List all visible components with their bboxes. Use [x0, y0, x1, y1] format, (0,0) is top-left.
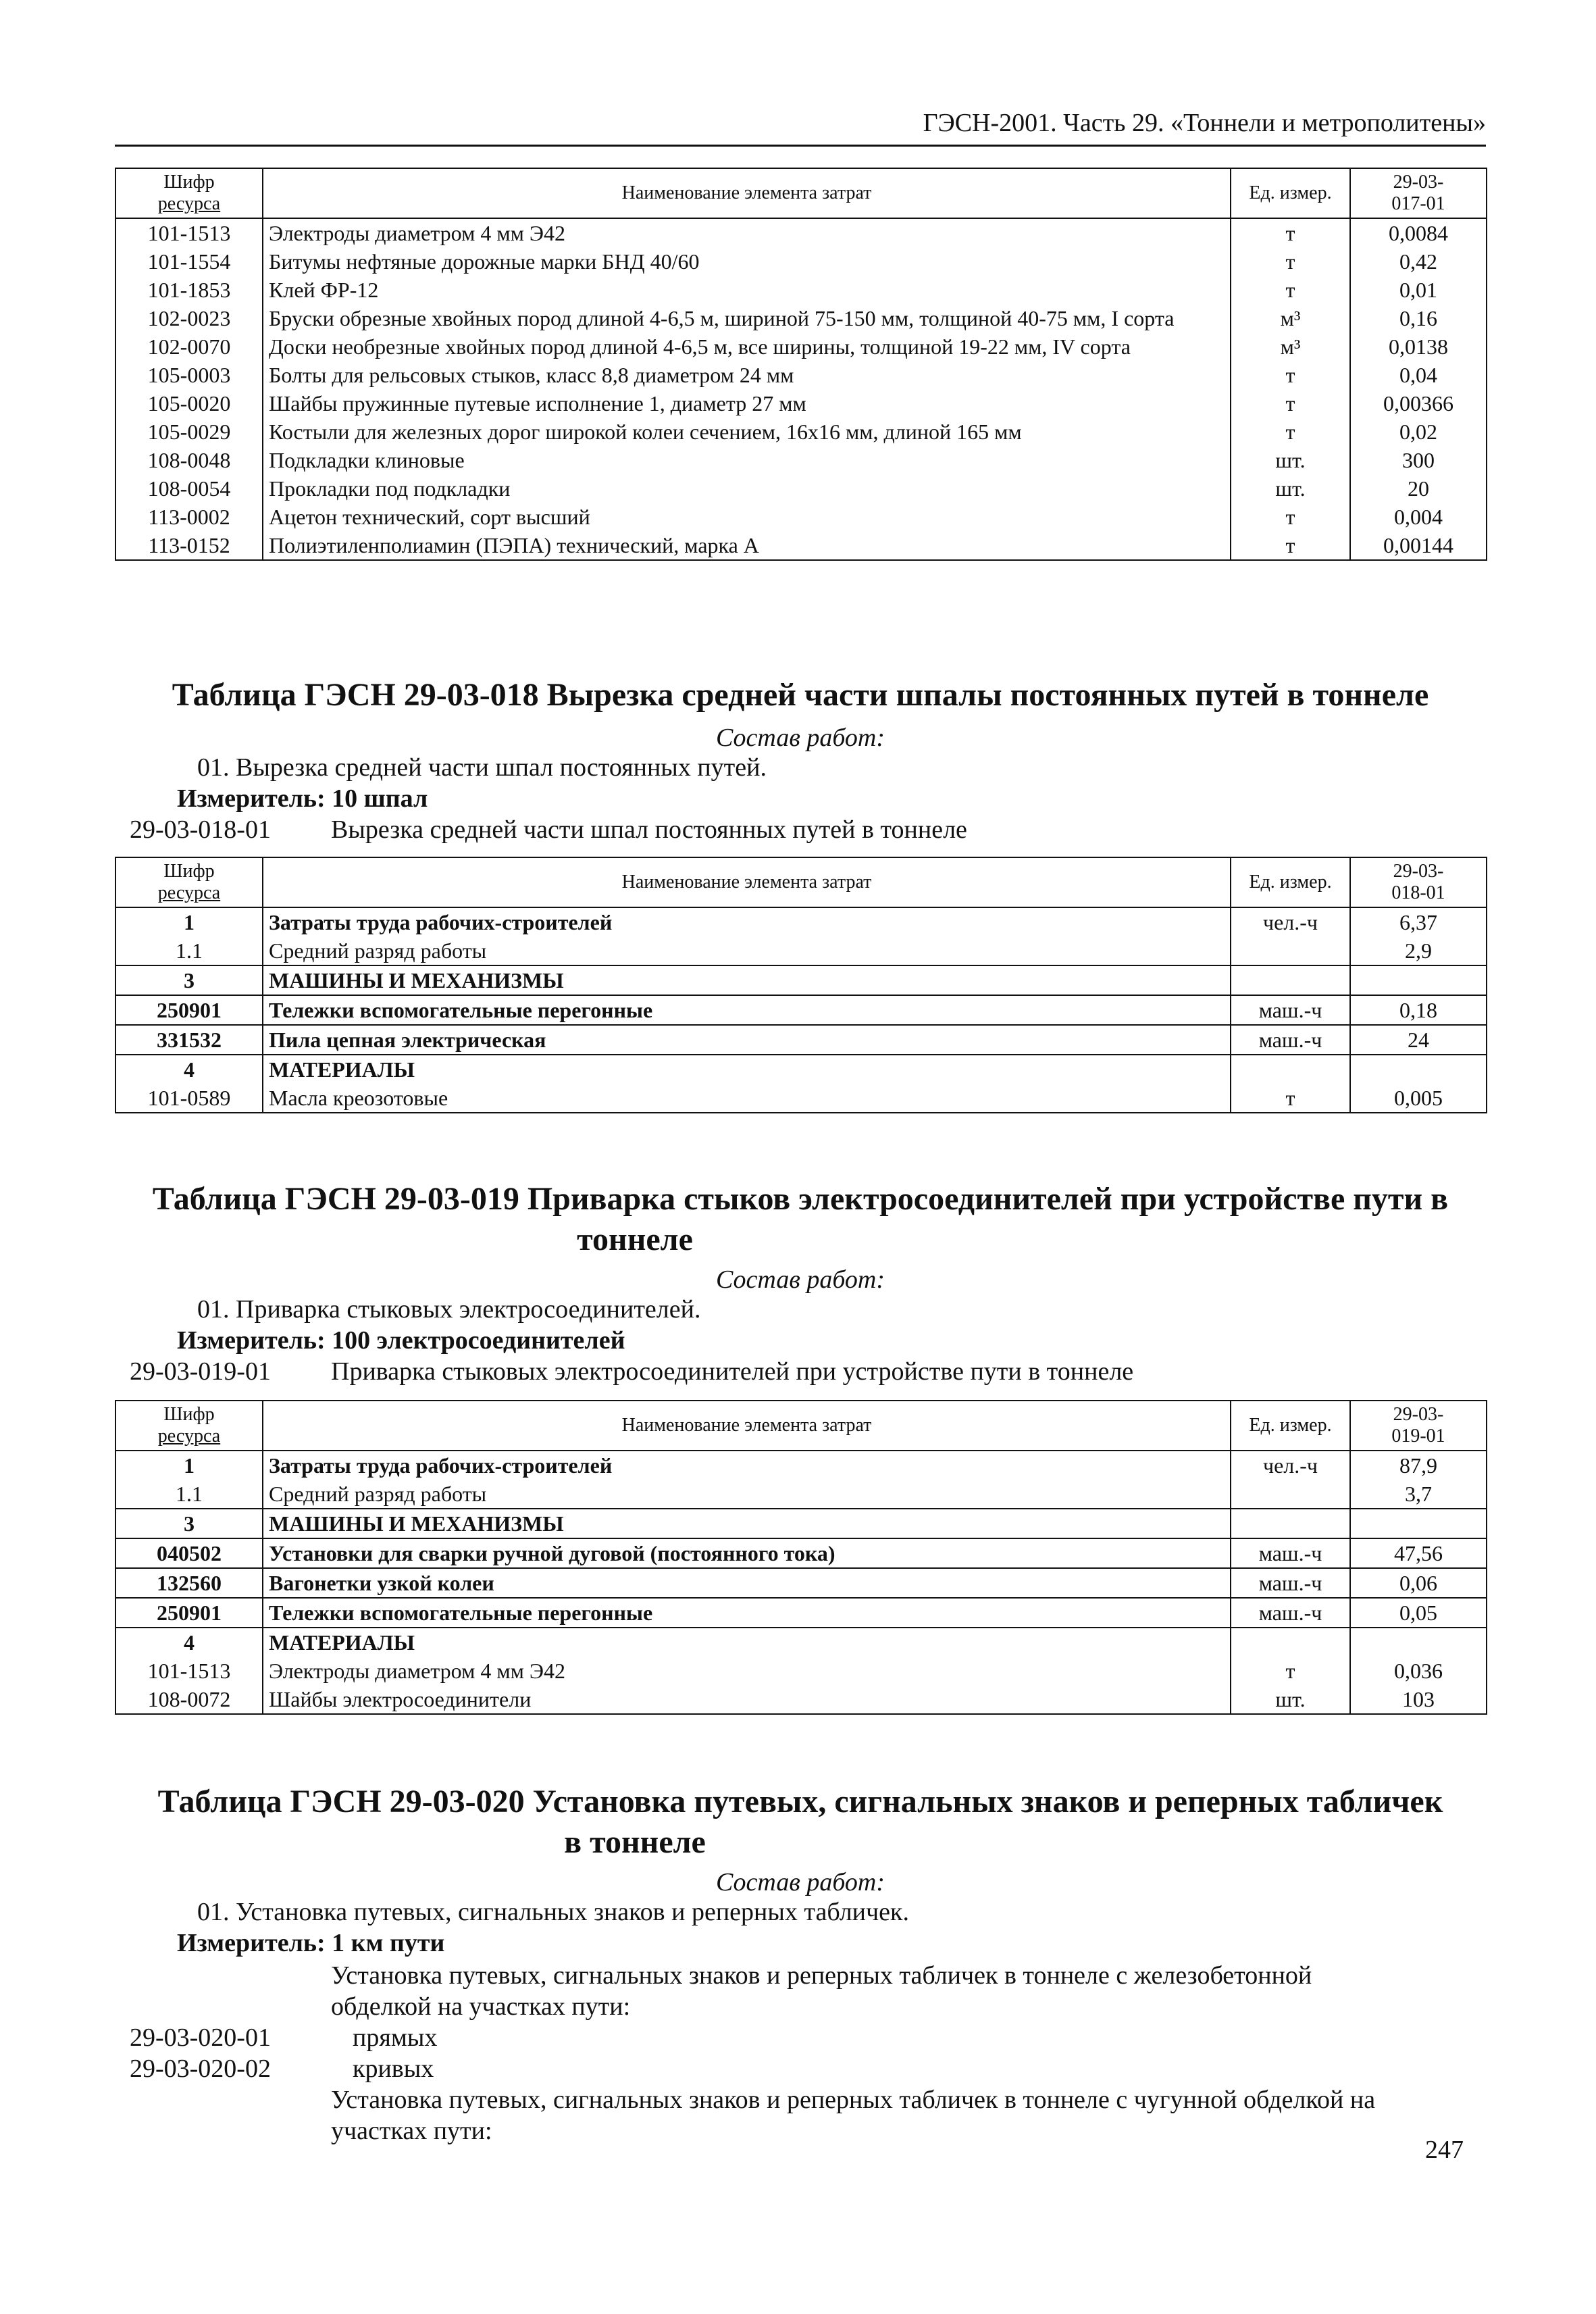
cell-name: МАТЕРИАЛЫ: [263, 1055, 1231, 1084]
cell-name: Клей ФР-12: [263, 276, 1231, 304]
cell-unit: т: [1231, 418, 1350, 446]
cell-name: Костыли для железных дорог широкой колеи сечением, 16х16 мм, длиной 165 мм: [263, 418, 1231, 446]
cell-value: 0,01: [1350, 276, 1487, 304]
col-code-label-1: Шифр: [163, 861, 215, 882]
item2-name: кривых: [353, 2055, 434, 2083]
col-norm-label-2: 018-01: [1391, 882, 1445, 903]
cell-code: 108-0072: [115, 1685, 263, 1714]
cell-code: 250901: [115, 995, 263, 1025]
cell-name: Шайбы электросоединители: [263, 1685, 1231, 1714]
col-code-header: [115, 1401, 263, 1451]
table-row: [115, 907, 1487, 936]
intro2-line2: участках пути:: [331, 2117, 492, 2145]
composition-label-018: Состав работ:: [715, 724, 885, 752]
table-row: [115, 276, 1487, 304]
cell-value: 0,42: [1350, 247, 1487, 276]
cell-unit: т: [1231, 503, 1350, 531]
cell-name: Средний разряд работы: [263, 936, 1231, 965]
cell-name: Полиэтиленполиамин (ПЭПА) технический, марка А: [263, 531, 1231, 560]
cell-code: 1: [115, 1451, 263, 1480]
cell-unit: м³: [1231, 304, 1350, 332]
cell-name: МАТЕРИАЛЫ: [263, 1628, 1231, 1657]
table-row: [115, 1451, 1487, 1480]
cell-unit: т: [1231, 361, 1350, 389]
cell-value: [1350, 1509, 1487, 1538]
table-body: [115, 1451, 1487, 1714]
meter-018: Измеритель: 10 шпал: [177, 784, 428, 813]
cell-code: 040502: [115, 1538, 263, 1568]
cell-unit: маш.-ч: [1231, 995, 1350, 1025]
cell-unit: чел.-ч: [1231, 907, 1350, 936]
cell-value: 0,18: [1350, 995, 1487, 1025]
cell-unit: шт.: [1231, 474, 1350, 503]
cell-unit: т: [1231, 531, 1350, 560]
cell-name: МАШИНЫ И МЕХАНИЗМЫ: [263, 965, 1231, 995]
cell-value: 0,004: [1350, 503, 1487, 531]
table-row: [115, 247, 1487, 276]
table-row: [115, 1538, 1487, 1568]
cell-value: 2,9: [1350, 936, 1487, 965]
intro1-line2: обделкой на участках пути:: [331, 1992, 631, 2021]
col-norm-header: [1350, 1401, 1487, 1451]
cell-value: 0,05: [1350, 1598, 1487, 1628]
cell-code: 113-0152: [115, 531, 263, 560]
cell-unit: т: [1231, 1657, 1350, 1685]
cell-value: 0,00144: [1350, 531, 1487, 560]
cell-code: 101-1853: [115, 276, 263, 304]
cell-name: Затраты труда рабочих-строителей: [263, 1451, 1231, 1480]
intro2-line1: Установка путевых, сигнальных знаков и реперных табличек в тоннеле с чугунной обделкой на: [331, 2086, 1376, 2114]
table-row: [115, 1509, 1487, 1538]
col-norm-label-1: 29-03-: [1393, 1404, 1444, 1425]
running-header: ГЭСН-2001. Часть 29. «Тоннели и метрополитены»: [923, 109, 1486, 137]
cell-unit: [1231, 1509, 1350, 1538]
cell-value: 20: [1350, 474, 1487, 503]
cell-name: Ацетон технический, сорт высший: [263, 503, 1231, 531]
col-code-label-1: Шифр: [163, 172, 215, 193]
cell-code: 105-0029: [115, 418, 263, 446]
table-body: [115, 907, 1487, 1113]
cell-value: 0,0138: [1350, 332, 1487, 361]
cell-unit: чел.-ч: [1231, 1451, 1350, 1480]
table-row: [115, 1568, 1487, 1598]
col-name-header: Наименование элемента затрат: [263, 1401, 1231, 1451]
table-row: [115, 361, 1487, 389]
col-code-header: [115, 857, 263, 907]
cell-unit: [1231, 1480, 1350, 1509]
cell-code: 101-1554: [115, 247, 263, 276]
work-item-020: 01. Установка путевых, сигнальных знаков и реперных табличек.: [197, 1898, 909, 1926]
cell-name: МАШИНЫ И МЕХАНИЗМЫ: [263, 1509, 1231, 1538]
cell-name: Прокладки под подкладки: [263, 474, 1231, 503]
table-row: [115, 1628, 1487, 1657]
col-code-label-1: Шифр: [163, 1404, 215, 1425]
cell-code: 331532: [115, 1025, 263, 1055]
cell-name: Пила цепная электрическая: [263, 1025, 1231, 1055]
cell-value: 0,04: [1350, 361, 1487, 389]
table-title-020-line1: Таблица ГЭСН 29-03-020 Установка путевых, сигнальных знаков и реперных табличек: [157, 1784, 1443, 1819]
cell-unit: [1231, 1055, 1350, 1084]
cell-code: 4: [115, 1628, 263, 1657]
col-norm-label-1: 29-03-: [1393, 172, 1444, 193]
work-item-019: 01. Приварка стыковых электросоединителей.: [197, 1295, 701, 1324]
table-title-019-line2: тоннеле: [577, 1222, 693, 1257]
table-row: [115, 531, 1487, 560]
cell-code: 101-0589: [115, 1084, 263, 1113]
cell-value: 0,00366: [1350, 389, 1487, 418]
cell-name: Средний разряд работы: [263, 1480, 1231, 1509]
cell-unit: шт.: [1231, 1685, 1350, 1714]
cell-name: Электроды диаметром 4 мм Э42: [263, 218, 1231, 247]
item1-name: прямых: [353, 2023, 438, 2052]
cell-name: Тележки вспомогательные перегонные: [263, 995, 1231, 1025]
header-rule: [115, 145, 1486, 147]
cell-name: Битумы нефтяные дорожные марки БНД 40/60: [263, 247, 1231, 276]
cell-unit: м³: [1231, 332, 1350, 361]
col-norm-label-1: 29-03-: [1393, 861, 1444, 882]
col-norm-header: [1350, 168, 1487, 218]
cell-value: 0,036: [1350, 1657, 1487, 1685]
cell-value: 103: [1350, 1685, 1487, 1714]
cell-value: 47,56: [1350, 1538, 1487, 1568]
cell-unit: шт.: [1231, 446, 1350, 474]
cell-code: 1.1: [115, 1480, 263, 1509]
table-row: [115, 389, 1487, 418]
table-row: [115, 304, 1487, 332]
cell-name: Затраты труда рабочих-строителей: [263, 907, 1231, 936]
cost-table-018: [115, 857, 1487, 1113]
table-row: [115, 1025, 1487, 1055]
table-row: [115, 1657, 1487, 1685]
norm-name-018: Вырезка средней части шпал постоянных путей в тоннеле: [331, 815, 967, 844]
cell-name: Подкладки клиновые: [263, 446, 1231, 474]
table-row: [115, 1685, 1487, 1714]
col-unit-header: Ед. измер.: [1231, 168, 1350, 218]
cell-code: 105-0020: [115, 389, 263, 418]
cell-name: Вагонетки узкой колеи: [263, 1568, 1231, 1598]
table-row: [115, 218, 1487, 247]
cell-name: Бруски обрезные хвойных пород длиной 4-6,5 м, шириной 75-150 мм, толщиной 40-75 мм, I сорта: [263, 304, 1231, 332]
cell-code: 1.1: [115, 936, 263, 965]
cost-table-019: [115, 1400, 1487, 1715]
cell-value: 0,16: [1350, 304, 1487, 332]
norm-name-019: Приварка стыковых электросоединителей при устройстве пути в тоннеле: [331, 1357, 1134, 1386]
col-norm-header: [1350, 857, 1487, 907]
table-title-020-line2: в тоннеле: [564, 1824, 706, 1860]
col-norm-label-2: 017-01: [1391, 193, 1445, 214]
table-header-row: [115, 1401, 1487, 1451]
composition-label-019: Состав работ:: [715, 1265, 885, 1294]
cell-code: 102-0023: [115, 304, 263, 332]
cell-unit: т: [1231, 1084, 1350, 1113]
cell-value: [1350, 1055, 1487, 1084]
col-code-header: [115, 168, 263, 218]
cell-code: 3: [115, 965, 263, 995]
cell-name: Доски необрезные хвойных пород длиной 4-6,5 м, все ширины, толщиной 19-22 мм, IV сорта: [263, 332, 1231, 361]
meter-020: Измеритель: 1 км пути: [177, 1929, 445, 1957]
table-title-018: Таблица ГЭСН 29-03-018 Вырезка средней части шпалы постоянных путей в тоннеле: [172, 677, 1429, 713]
cell-unit: т: [1231, 247, 1350, 276]
cell-name: Шайбы пружинные путевые исполнение 1, диаметр 27 мм: [263, 389, 1231, 418]
cell-code: 4: [115, 1055, 263, 1084]
cell-name: Электроды диаметром 4 мм Э42: [263, 1657, 1231, 1685]
table-row: [115, 503, 1487, 531]
cell-unit: [1231, 936, 1350, 965]
cell-value: 3,7: [1350, 1480, 1487, 1509]
table-row: [115, 418, 1487, 446]
table-body: [115, 218, 1487, 560]
cell-value: 0,0084: [1350, 218, 1487, 247]
cell-value: 6,37: [1350, 907, 1487, 936]
col-norm-label-2: 019-01: [1391, 1426, 1445, 1447]
table-row: [115, 995, 1487, 1025]
item1-code: 29-03-020-01: [130, 2023, 271, 2052]
cell-value: 300: [1350, 446, 1487, 474]
col-code-label-2: ресурса: [157, 193, 221, 214]
table-row: [115, 446, 1487, 474]
cell-code: 102-0070: [115, 332, 263, 361]
cell-code: 101-1513: [115, 218, 263, 247]
composition-label-020: Состав работ:: [715, 1868, 885, 1896]
cell-value: 0,06: [1350, 1568, 1487, 1598]
table-header-row: [115, 168, 1487, 218]
col-name-header: Наименование элемента затрат: [263, 168, 1231, 218]
table-header-row: [115, 857, 1487, 907]
col-name-header: Наименование элемента затрат: [263, 857, 1231, 907]
cell-unit: [1231, 1628, 1350, 1657]
intro1-line1: Установка путевых, сигнальных знаков и реперных табличек в тоннеле с железобетонной: [331, 1961, 1312, 1990]
table-row: [115, 1598, 1487, 1628]
cell-unit: маш.-ч: [1231, 1598, 1350, 1628]
page-number: 247: [1425, 2136, 1464, 2164]
cost-table-017: [115, 168, 1487, 561]
meter-019: Измеритель: 100 электросоединителей: [177, 1326, 625, 1355]
table-row: [115, 1055, 1487, 1084]
cell-value: 24: [1350, 1025, 1487, 1055]
cell-value: 0,005: [1350, 1084, 1487, 1113]
col-unit-header: Ед. измер.: [1231, 1401, 1350, 1451]
table-row: [115, 965, 1487, 995]
cell-code: 105-0003: [115, 361, 263, 389]
cell-unit: маш.-ч: [1231, 1568, 1350, 1598]
cell-code: 108-0054: [115, 474, 263, 503]
col-unit-header: Ед. измер.: [1231, 857, 1350, 907]
cell-name: Тележки вспомогательные перегонные: [263, 1598, 1231, 1628]
col-code-label-2: ресурса: [157, 882, 221, 903]
table-row: [115, 474, 1487, 503]
cell-name: Установки для сварки ручной дуговой (постоянного тока): [263, 1538, 1231, 1568]
table-title-019-line1: Таблица ГЭСН 29-03-019 Приварка стыков электросоединителей при устройстве пути в: [152, 1181, 1449, 1217]
norm-code-019: 29-03-019-01: [130, 1357, 271, 1386]
table-row: [115, 936, 1487, 965]
col-code-label-2: ресурса: [157, 1426, 221, 1447]
item2-code: 29-03-020-02: [130, 2055, 271, 2083]
table-row: [115, 1084, 1487, 1113]
cell-unit: маш.-ч: [1231, 1538, 1350, 1568]
cell-code: 250901: [115, 1598, 263, 1628]
cell-unit: т: [1231, 276, 1350, 304]
cell-code: 113-0002: [115, 503, 263, 531]
work-item-018: 01. Вырезка средней части шпал постоянных путей.: [197, 753, 767, 782]
cell-value: [1350, 1628, 1487, 1657]
cell-value: 87,9: [1350, 1451, 1487, 1480]
cell-code: 108-0048: [115, 446, 263, 474]
cell-unit: т: [1231, 218, 1350, 247]
cell-unit: т: [1231, 389, 1350, 418]
table-row: [115, 1480, 1487, 1509]
cell-code: 132560: [115, 1568, 263, 1598]
cell-name: Масла креозотовые: [263, 1084, 1231, 1113]
table-row: [115, 332, 1487, 361]
cell-value: 0,02: [1350, 418, 1487, 446]
cell-name: Болты для рельсовых стыков, класс 8,8 диаметром 24 мм: [263, 361, 1231, 389]
cell-code: 101-1513: [115, 1657, 263, 1685]
cell-unit: [1231, 965, 1350, 995]
cell-value: [1350, 965, 1487, 995]
cell-code: 1: [115, 907, 263, 936]
cell-unit: маш.-ч: [1231, 1025, 1350, 1055]
cell-code: 3: [115, 1509, 263, 1538]
norm-code-018: 29-03-018-01: [130, 815, 271, 844]
